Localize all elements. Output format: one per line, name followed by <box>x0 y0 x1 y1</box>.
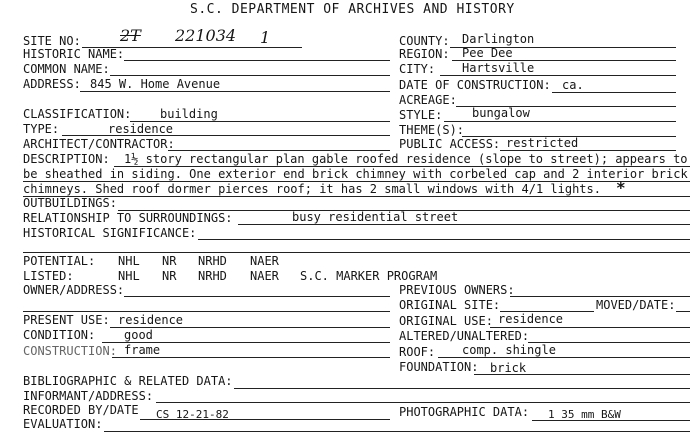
original-site-label: ORIGINAL SITE: <box>399 298 501 312</box>
style-underline <box>444 121 676 122</box>
photographic-data-underline <box>532 420 690 421</box>
foundation-label: FOUNDATION: <box>399 360 479 374</box>
common-name-label: COMMON NAME: <box>23 62 110 76</box>
date-of-construction-underline <box>552 92 676 93</box>
potential-nhl: NHL <box>118 254 140 268</box>
potential-nr: NR <box>162 254 177 268</box>
moved-date-underline <box>676 311 690 312</box>
city-label: CITY: <box>399 62 436 76</box>
photographic-data-label: PHOTOGRAPHIC DATA: <box>399 405 530 419</box>
listed-naer: NAER <box>250 269 279 283</box>
previous-owners-underline <box>510 296 690 297</box>
address-value: 845 W. Home Avenue <box>90 77 221 91</box>
present-use-label: PRESENT USE: <box>23 313 110 327</box>
date-of-construction-label: DATE OF CONSTRUCTION: <box>399 78 551 92</box>
condition-value: good <box>124 328 153 342</box>
original-use-value: residence <box>498 312 564 326</box>
listed-label: LISTED: <box>23 269 74 283</box>
recorded-by-underline <box>140 419 390 420</box>
construction-label: CONSTRUCTION: <box>23 344 117 358</box>
owner-address-label: OWNER/ADDRESS: <box>23 283 125 297</box>
description-line-3: chimneys. Shed roof dormer pierces roof; it has 2 small windows with 4/1 lights. <box>23 182 601 196</box>
potential-nrhd: NRHD <box>198 254 227 268</box>
condition-label: CONDITION: <box>23 328 96 342</box>
description-asterisk: * <box>616 178 626 197</box>
classification-value: building <box>160 107 218 121</box>
region-value: Pee Dee <box>462 46 513 60</box>
form-title: S.C. DEPARTMENT OF ARCHIVES AND HISTORY <box>190 2 515 17</box>
sc-marker-program: S.C. MARKER PROGRAM <box>300 269 438 283</box>
type-value: residence <box>108 122 174 136</box>
owner-address-underline <box>124 296 390 297</box>
acreage-label: ACREAGE: <box>399 93 457 107</box>
foundation-underline <box>474 374 690 375</box>
original-use-label: ORIGINAL USE: <box>399 314 493 328</box>
description-line-2: be sheathed in siding. One exterior end brick chimney with corbeled cap and 2 interior brick <box>23 167 688 181</box>
moved-date-label: MOVED/DATE: <box>596 298 676 312</box>
region-label: REGION: <box>399 47 450 61</box>
public-access-underline <box>500 150 676 151</box>
site-no-struck-value: 2T <box>120 26 141 45</box>
relationship-label: RELATIONSHIP TO SURROUNDINGS: <box>23 211 233 225</box>
architect-underline <box>168 150 390 151</box>
listed-nr: NR <box>162 269 177 283</box>
site-no-tail: 1 <box>260 28 271 47</box>
historic-name-underline <box>124 60 390 61</box>
county-label: COUNTY: <box>399 34 450 48</box>
historic-name-label: HISTORIC NAME: <box>23 47 125 61</box>
listed-nhl: NHL <box>118 269 140 283</box>
address-underline <box>80 91 390 92</box>
potential-label: POTENTIAL: <box>23 254 96 268</box>
description-line-1: 1½ story rectangular plan gable roofed residence (slope to street); appears to <box>124 152 688 166</box>
architect-label: ARCHITECT/CONTRACTOR: <box>23 137 175 151</box>
evaluation-label: EVALUATION: <box>23 417 103 431</box>
historical-significance-underline <box>198 239 690 240</box>
construction-value: frame <box>124 343 161 357</box>
relationship-value: busy residential street <box>292 210 459 224</box>
photographic-data-value: 1 35 mm B&W <box>548 408 621 421</box>
description-underline-3 <box>23 196 690 197</box>
informant-label: INFORMANT/ADDRESS: <box>23 389 154 403</box>
present-use-value: residence <box>118 313 184 327</box>
site-no-label: SITE NO: <box>23 34 81 48</box>
common-name-underline <box>110 75 390 76</box>
informant-underline <box>156 402 690 403</box>
altered-unaltered-label: ALTERED/UNALTERED: <box>399 329 530 343</box>
relationship-underline <box>238 224 690 225</box>
public-access-value: restricted <box>506 136 579 150</box>
historical-significance-label: HISTORICAL SIGNIFICANCE: <box>23 226 197 240</box>
city-value: Hartsville <box>462 61 535 75</box>
type-underline <box>62 135 390 136</box>
description-label: DESCRIPTION: <box>23 152 110 166</box>
original-use-underline <box>490 327 690 328</box>
style-label: STYLE: <box>399 108 443 122</box>
listed-nrhd: NRHD <box>198 269 227 283</box>
city-underline <box>440 75 676 76</box>
public-access-label: PUBLIC ACCESS: <box>399 137 501 151</box>
themes-label: THEME(S): <box>399 123 465 137</box>
previous-owners-label: PREVIOUS OWNERS: <box>399 283 515 297</box>
section-divider <box>23 252 690 253</box>
bibliographic-label: BIBLIOGRAPHIC & RELATED DATA: <box>23 374 233 388</box>
owner-address-underline-2 <box>23 311 390 312</box>
address-label: ADDRESS: <box>23 77 81 91</box>
site-no-value: 221034 <box>175 26 237 45</box>
bibliographic-underline <box>234 388 690 389</box>
classification-label: CLASSIFICATION: <box>23 107 132 121</box>
roof-label: ROOF: <box>399 345 436 359</box>
county-value: Darlington <box>462 32 535 46</box>
foundation-value: brick <box>490 361 527 375</box>
roof-underline <box>438 357 690 358</box>
recorded-by-label: RECORDED BY/DATE <box>23 403 139 417</box>
recorded-by-value: CS 12-21-82 <box>156 408 229 421</box>
roof-value: comp. shingle <box>462 343 556 357</box>
outbuildings-label: OUTBUILDINGS: <box>23 196 117 210</box>
evaluation-underline <box>104 431 690 432</box>
style-value: bungalow <box>472 106 530 120</box>
potential-naer: NAER <box>250 254 279 268</box>
construction-underline <box>112 357 390 358</box>
type-label: TYPE: <box>23 122 60 136</box>
date-of-construction-value: ca. <box>562 78 584 92</box>
